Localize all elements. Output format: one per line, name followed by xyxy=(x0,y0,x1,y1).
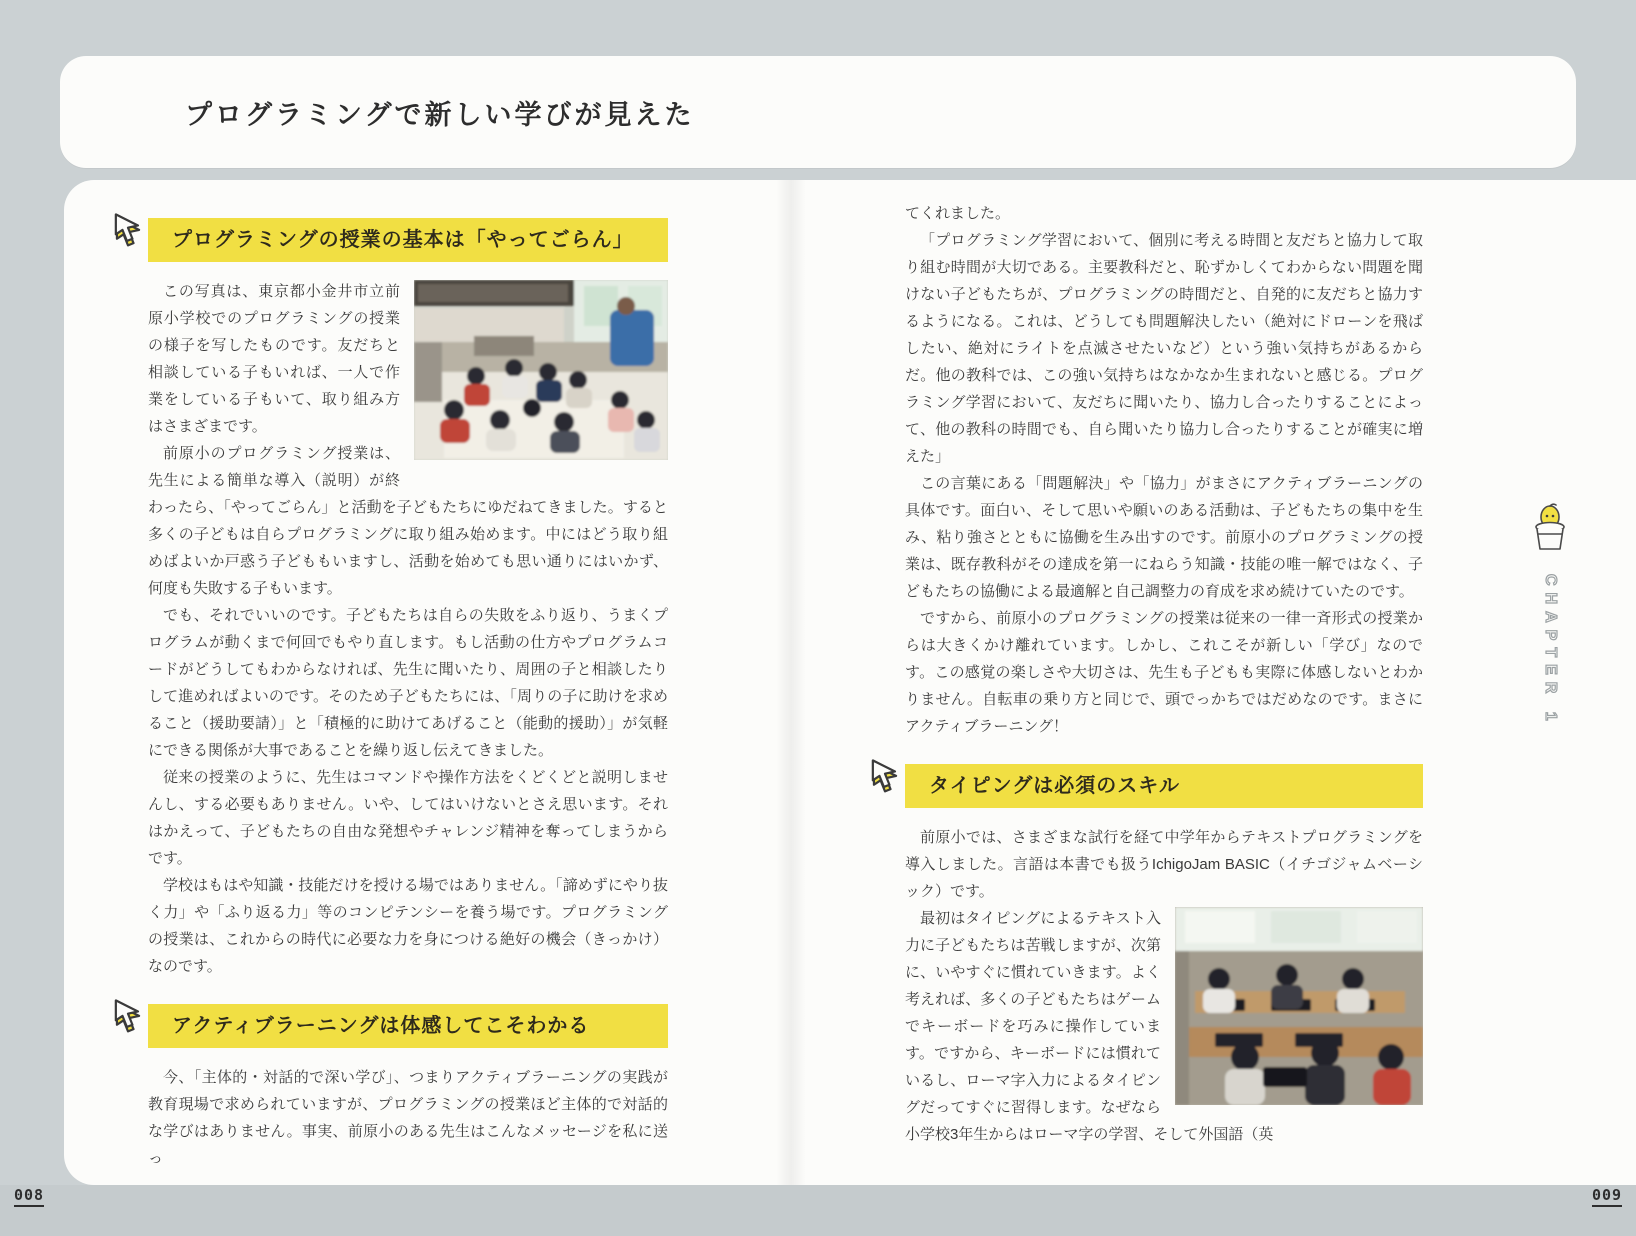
left-page-column xyxy=(148,218,668,1172)
seed-in-pot-icon xyxy=(1528,503,1572,558)
section-heading-2 xyxy=(148,1004,668,1048)
page-title: プログラミングで新しい学びが見えた xyxy=(185,99,695,130)
paragraph: 学校はもはや知識・技能だけを授ける場ではありません。「諦めずにやり抜く力」や「ふり返る力」等のコンピテンシーを養う場です。プログラミングの授業は、これからの時代に必要な力を身につける絶好の機会（きっかけ）なのです。 xyxy=(148,877,668,975)
page-number-right: 009 xyxy=(1592,1186,1622,1207)
paragraph: 今、「主体的・対話的で深い学び」、つまりアクティブラーニングの実践が教育現場で求められていますが、プログラミングの授業ほど主体的で対話的な学びはありません。事実、前原小のある先生はこんなメッセージを私に送っ xyxy=(148,1069,668,1167)
section-heading-1 xyxy=(148,218,668,262)
cursor-arrow-icon xyxy=(110,996,146,1038)
paragraph: てくれました。 xyxy=(905,205,1011,222)
page-number-left: 008 xyxy=(14,1186,44,1207)
paragraph: 従来の授業のように、先生はコマンドや操作方法をくどくどと説明しませんし、する必要もありません。いや、してはいけないとさえ思います。それはかえって、子どもたちの自由な発想やチャレンジ精神を奪ってしまうからです。 xyxy=(148,769,668,867)
paragraph: この写真は、東京都小金井市立前原小学校でのプログラミングの授業の様子を写したものです。友だちと相談している子もいれば、一人で作業をしている子もいて、取り組み方はさまざまです。 xyxy=(148,283,400,435)
paragraph: 最初はタイピングによるテキスト入力に子どもたちは苦戦しますが、次第に、いやすぐに慣れていきます。よく考えれば、多くの子どもたちはゲームでキーボードを巧みに操作しています。ですから、キーボードには慣れているし、ローマ字入力によるタイピングだってすぐに習得します。なぜなら小学校3年生からはローマ字の学習、そして外国語（英 xyxy=(905,910,1274,1143)
bottom-margin-band xyxy=(0,1185,1636,1236)
paragraph: 前原小のプログラミング授業は、先生による簡単な導入（説明）が終わったら、「やってごらん」と活動を子どもたちにゆだねてきました。すると多くの子どもは自らプログラミングに取り組み始めます。中にはどう取り組めばよいか戸惑う子どももいますし、活動を始めても思い通りにはいかず、何度も失敗する子もいます。 xyxy=(148,445,668,597)
section-heading-1-label: プログラミングの授業の基本は「やってごらん」 xyxy=(172,228,634,251)
chapter-tab xyxy=(1522,503,1578,728)
paragraph: 「プログラミング学習において、個別に考える時間と友だちと協力して取り組む時間が大切である。主要教科だと、恥ずかしくてわからない問題を聞けない子どもたちが、プログラミングの時間だと、自発的に友だちと協力するようになる。これは、どうしても問題解決したい（絶対にドローンを飛ばしたい、絶対にライトを点滅させたいなど）という強い気持ちがあるからだ。他の教科では、この強い気持ちはなかなか生まれないと感じる。プログラミング学習において、友だちに聞いたり、協力し合ったりすることによって、他の教科の時間でも、自ら聞いたり協力し合ったりすることが確実に増えた」 xyxy=(905,232,1423,465)
right-page-column xyxy=(905,200,1423,1148)
section-heading-3-label: タイピングは必須のスキル xyxy=(929,774,1180,797)
section-heading-2-label: アクティブラーニングは体感してこそわかる xyxy=(172,1014,590,1037)
typing-class-photo xyxy=(1175,907,1423,1105)
section-heading-3 xyxy=(905,764,1423,808)
chapter-label: CHAPTER 1 xyxy=(1542,574,1559,728)
paragraph: ですから、前原小のプログラミングの授業は従来の一律一斉形式の授業からは大きくかけ離れています。しかし、これこそが新しい「学び」なのです。この感覚の楽しさや大切さは、先生も子どもも実際に体感しないとわかりません。自転車の乗り方と同じで、頭でっかちではだめなのです。まさにアクティブラーニング！ xyxy=(905,610,1423,735)
cursor-arrow-icon xyxy=(867,756,903,798)
paragraph: この言葉にある「問題解決」や「協力」がまさにアクティブラーニングの具体です。面白い、そして思いや願いのある活動は、子どもたちの集中を生み、粘り強さとともに協働を生み出すのです。前原小のプログラミングの授業は、既存教科がその達成を第一にねらう知識・技能の唯一解ではなく、子どもたちの協働による最適解と自己調整力の育成を求め続けていたのです。 xyxy=(905,475,1423,600)
title-band xyxy=(60,56,1576,168)
classroom-photo xyxy=(414,280,668,460)
cursor-arrow-icon xyxy=(110,210,146,252)
paragraph: でも、それでいいのです。子どもたちは自らの失敗をふり返り、うまくプログラムが動くまで何回でもやり直します。もし活動の仕方やプログラムコードがどうしてもわからなければ、先生に聞いたり、周囲の子と相談したりして進めればよいのです。そのため子どもたちには、「周りの子に助けを求めること（援助要請）」と「積極的に助けてあげること（能動的援助）」が気軽にできる関係が大事であることを繰り返し伝えてきました。 xyxy=(148,607,668,759)
paragraph: 前原小では、さまざまな試行を経て中学年からテキストプログラミングを導入しました。言語は本書でも扱うIchigoJam BASIC（イチゴジャムベーシック）です。 xyxy=(905,829,1423,900)
